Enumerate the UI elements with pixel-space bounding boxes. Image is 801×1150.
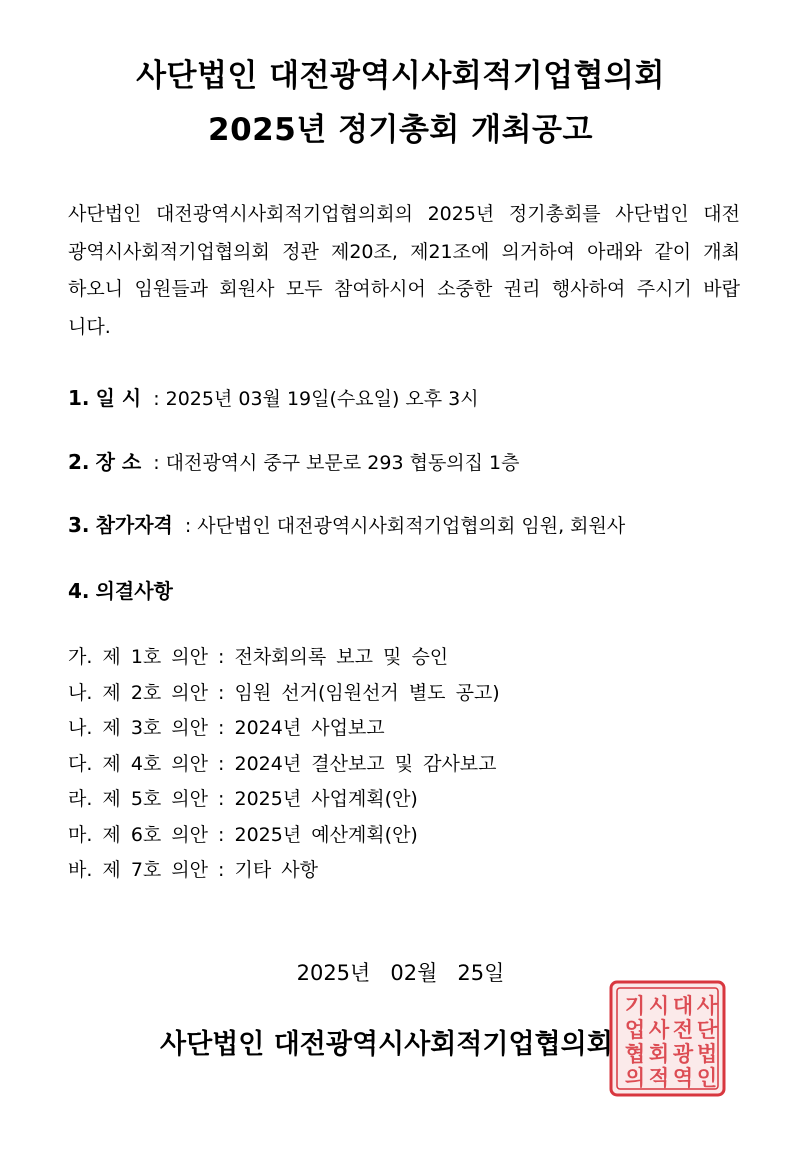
agenda-item: 가. 제 1호 의안 : 전차회의록 보고 및 승인 xyxy=(68,646,449,668)
item-heading: 장 소 xyxy=(95,450,142,474)
seal-glyph: 법 xyxy=(696,1041,718,1067)
seal-glyph: 광 xyxy=(672,1041,694,1067)
seal-glyph: 기 xyxy=(624,993,646,1019)
seal-glyph: 적 xyxy=(648,1065,670,1091)
agenda-item: 나. 제 3호 의안 : 2024년 사업보고 xyxy=(68,717,385,739)
seal-glyph: 사 xyxy=(648,1017,670,1043)
seal-glyph: 역 xyxy=(672,1065,694,1091)
intro-paragraph: 사단법인 대전광역시사회적기업협의회의 2025년 정기총회를 사단법인 대전광역시사회적기업협의회 정관 제20조, 제21조에 의거하여 아래와 같이 개최하오니 임원들과 회원사 모두 참여하시어 소중한 권리 행사하여 주시기 바랍니다. xyxy=(68,203,740,338)
item-separator: : xyxy=(153,388,160,410)
item-text: 대전광역시 중구 보문로 293 협동의집 1층 xyxy=(165,452,520,474)
item-heading: 참가자격 xyxy=(95,513,173,537)
item-text: 2025년 03월 19일(수요일) 오후 3시 xyxy=(165,388,479,410)
agenda-item: 다. 제 4호 의안 : 2024년 결산보고 및 감사보고 xyxy=(68,752,497,775)
seal-glyph: 의 xyxy=(624,1065,646,1091)
notice-date: 2025년 02월 25일 xyxy=(296,961,505,985)
seal-glyph: 인 xyxy=(696,1065,718,1091)
item-datetime xyxy=(68,382,479,411)
item-heading: 의결사항 xyxy=(95,579,173,603)
item-number: 1. xyxy=(68,386,90,410)
item-number: 3. xyxy=(68,513,90,537)
agenda-item: 마. 제 6호 의안 : 2025년 예산계획(안) xyxy=(68,823,418,846)
title-line-1: 사단법인 대전광역시사회적기업협의회 xyxy=(136,58,665,94)
agenda-item: 라. 제 5호 의안 : 2025년 사업계획(안) xyxy=(68,788,418,810)
item-eligibility xyxy=(68,509,625,538)
seal-glyph: 대 xyxy=(672,993,694,1019)
seal-glyph: 시 xyxy=(648,993,670,1019)
seal-glyph: 단 xyxy=(696,1017,718,1043)
seal-glyph: 업 xyxy=(624,1017,646,1043)
item-separator: : xyxy=(184,515,192,537)
item-text: 사단법인 대전광역시사회적기업협의회 임원, 회원사 xyxy=(197,515,626,537)
item-number: 2. xyxy=(68,450,90,474)
seal-glyph: 협 xyxy=(624,1041,646,1067)
seal-glyph: 사 xyxy=(696,993,718,1019)
title-line-2: 2025년 정기총회 개최공고 xyxy=(208,112,593,148)
item-separator: : xyxy=(153,452,160,474)
agenda-item: 나. 제 2호 의안 : 임원 선거(임원선거 별도 공고) xyxy=(68,681,500,704)
item-heading: 일 시 xyxy=(95,386,142,410)
agenda-item: 바. 제 7호 의안 : 기타 사항 xyxy=(68,859,318,881)
item-resolutions xyxy=(68,575,173,604)
official-seal-stamp xyxy=(609,980,726,1097)
item-venue xyxy=(68,446,520,475)
seal-glyph: 전 xyxy=(672,1017,694,1043)
item-number: 4. xyxy=(68,579,90,603)
agenda-list xyxy=(68,640,500,889)
organization-name: 사단법인 대전광역시사회적기업협의회 xyxy=(160,1029,613,1060)
seal-glyph: 회 xyxy=(648,1041,670,1067)
